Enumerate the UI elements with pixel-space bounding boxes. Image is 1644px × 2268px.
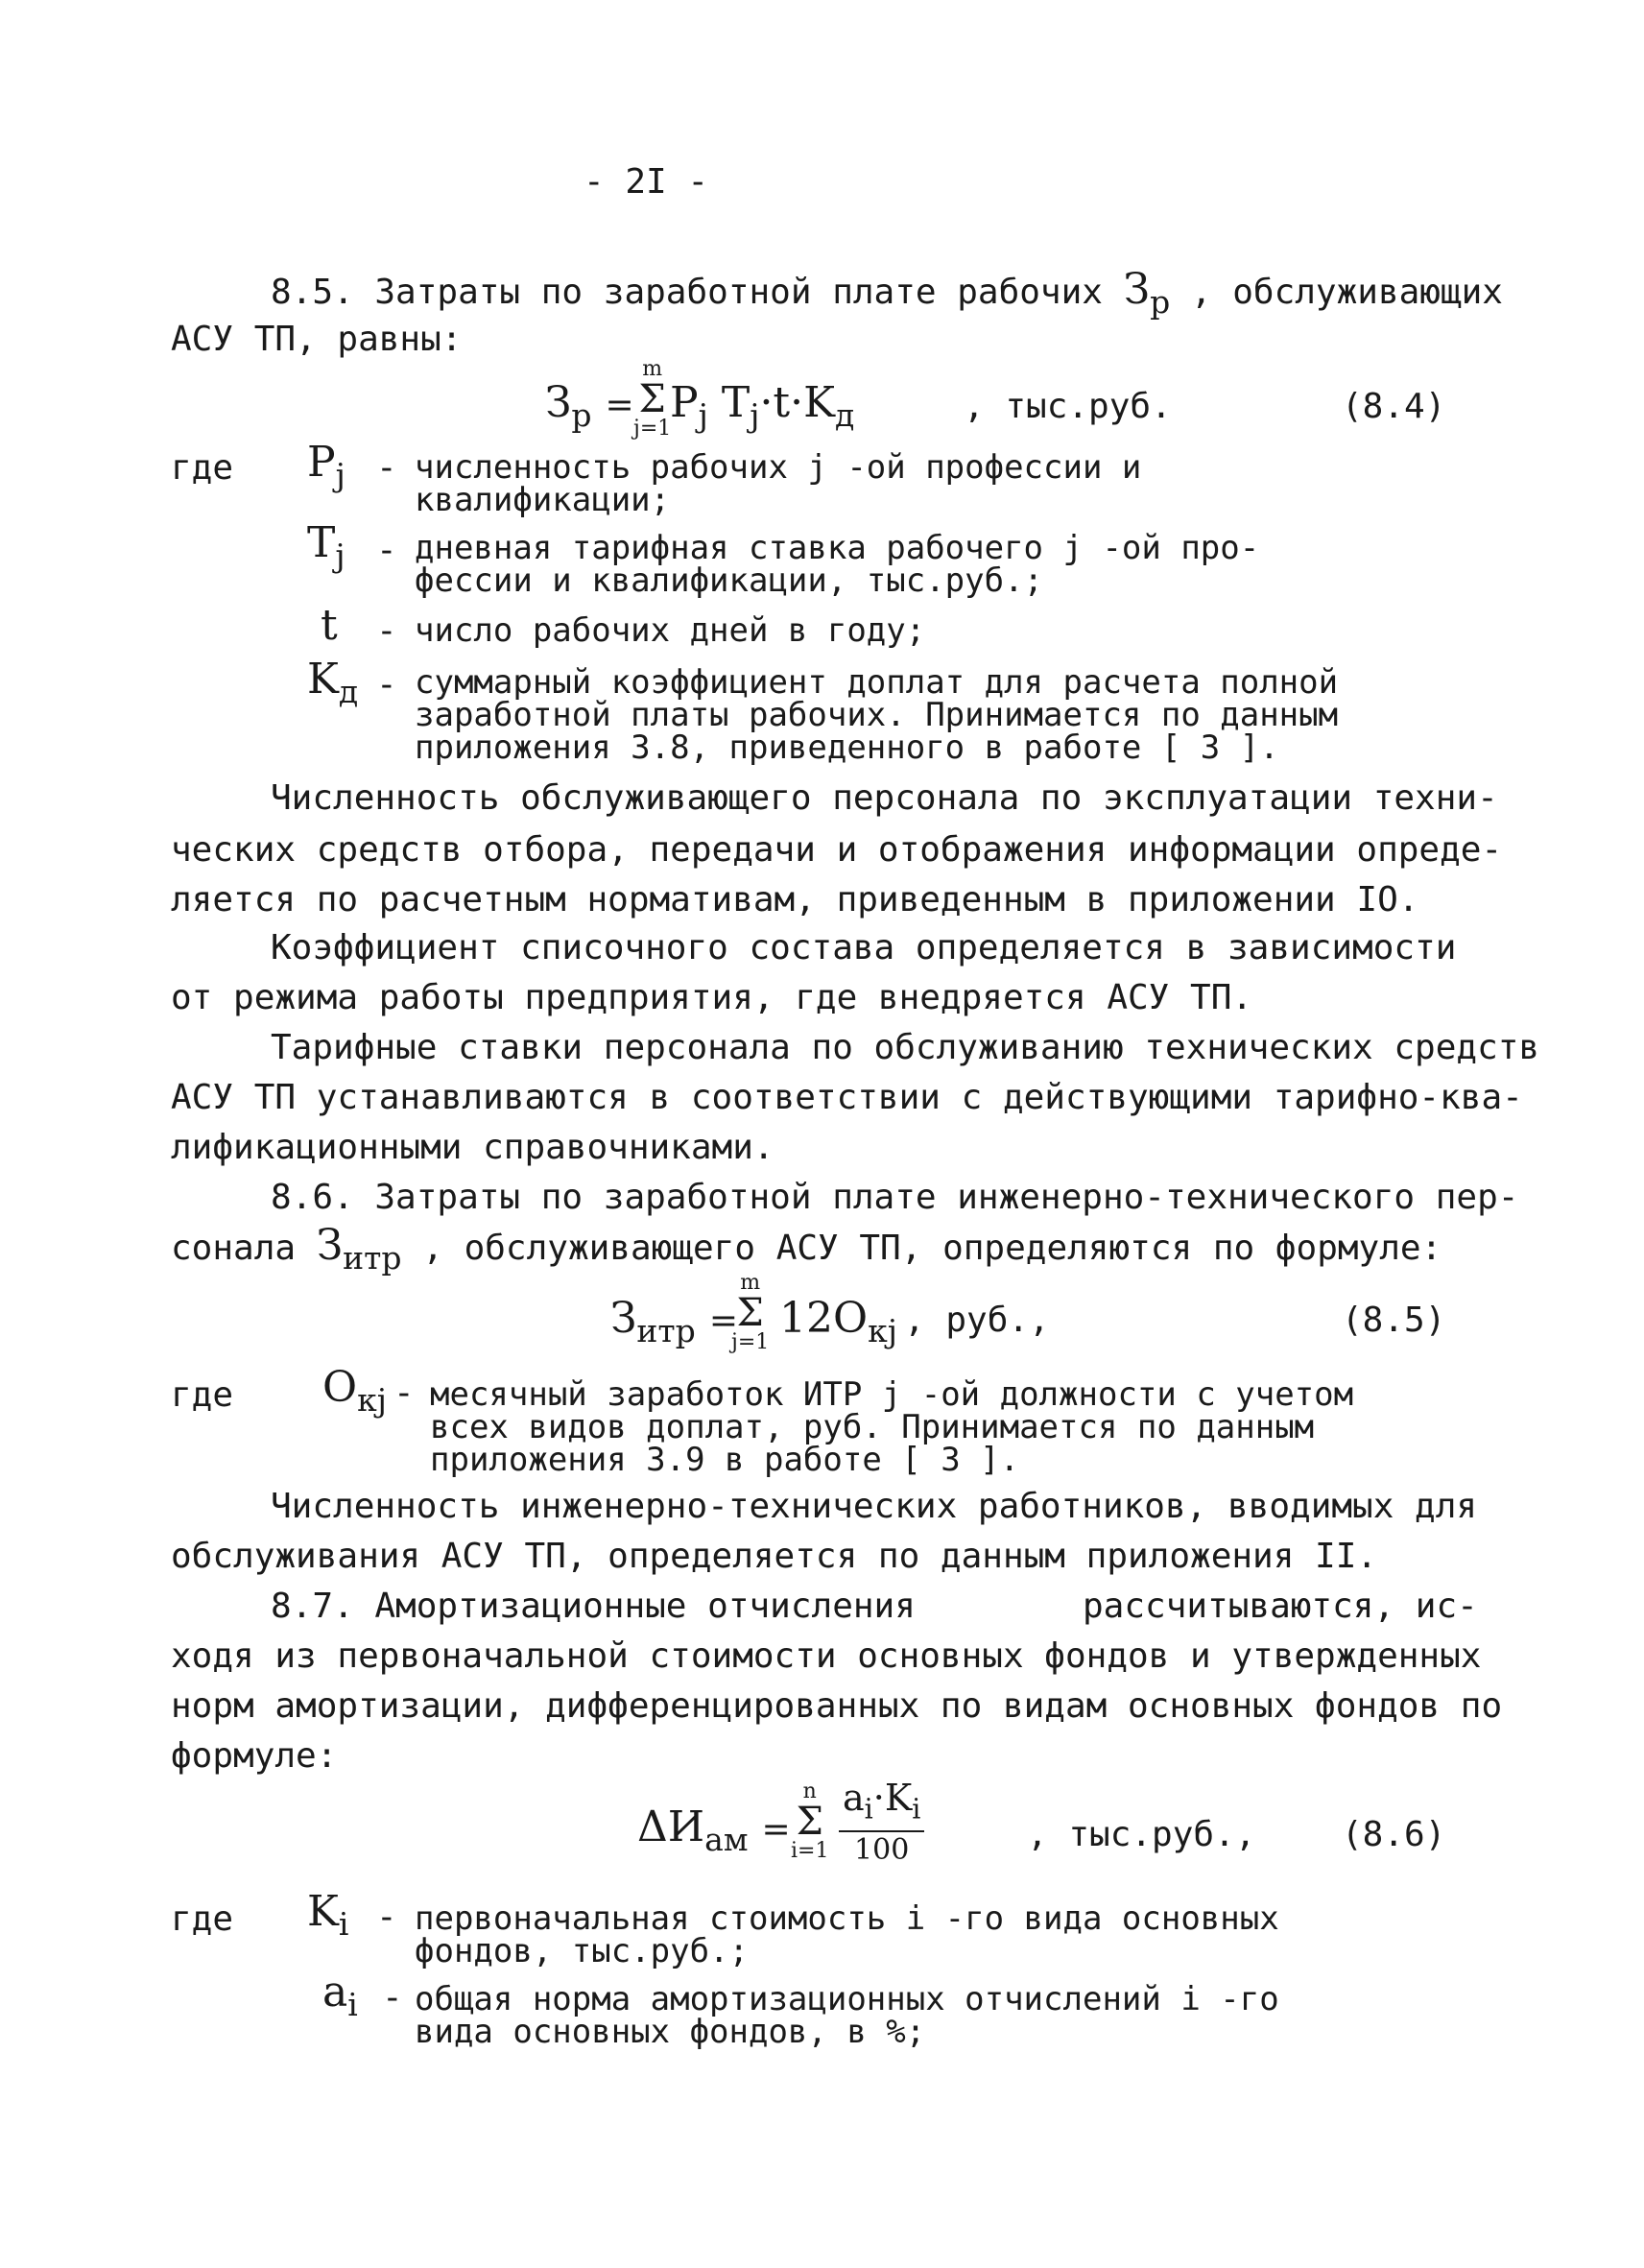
section-8-6-line2: сонала $З_{итр}$ , обслуживающего АСУ ТП, определяются по формуле: [171,1221,1442,1277]
section-8-6-heading: 8.6. Затраты по заработной плате инженерно-технического пер- [271,1178,1519,1217]
page-number: - 2I - [584,162,709,202]
section-8-5-line2: АСУ ТП, равны: [171,320,463,359]
fraction: $a_i\cdot K_i$ 100 [839,1778,924,1869]
where-label: где [171,448,234,488]
sum-symbol: m Σ j=1 [633,357,672,441]
equation-number: (8.6) [1342,1815,1446,1854]
sum-symbol: m Σ j=1 [731,1271,770,1354]
where-label: где [171,1375,234,1415]
section-8-5-heading: 8.5. Затраты по заработной плате рабочих $З_р$ , обслуживающих [271,265,1503,321]
where-label: где [171,1899,234,1939]
sum-symbol: n Σ i=1 [791,1779,829,1863]
equation-number: (8.4) [1342,387,1446,426]
equation-number: (8.5) [1342,1301,1446,1340]
